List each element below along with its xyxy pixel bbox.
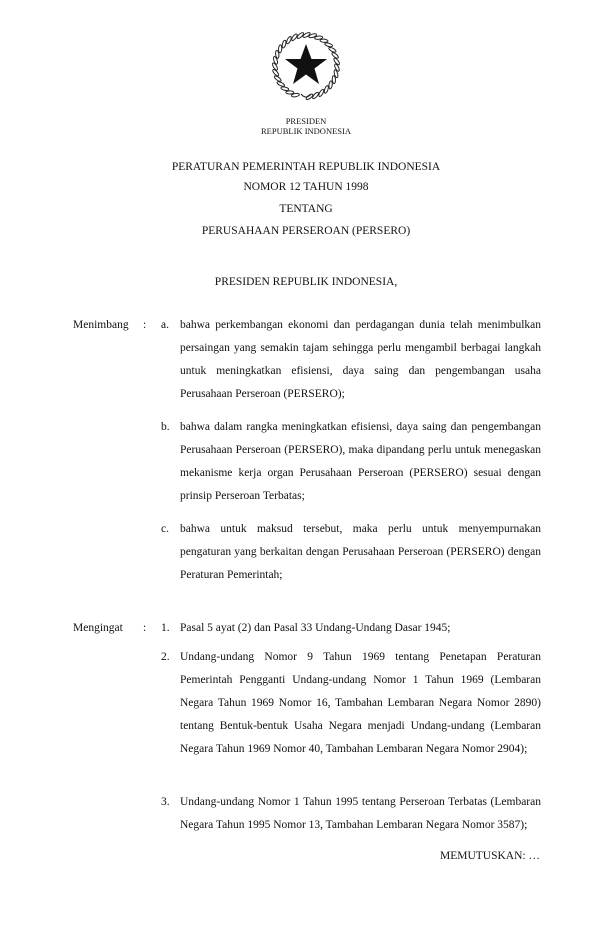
title-line-3: TENTANG — [279, 203, 333, 215]
emblem-caption-republik: REPUBLIK INDONESIA — [261, 126, 351, 136]
item-marker: 2. — [161, 651, 170, 663]
item-marker: c. — [161, 523, 169, 535]
mengingat-colon: : — [143, 622, 147, 634]
wreath-leaf — [286, 91, 294, 94]
item-marker: a. — [161, 319, 169, 331]
mengingat-label: Mengingat — [73, 622, 123, 634]
emblem-icon — [268, 28, 344, 104]
item-text: bahwa perkembangan ekonomi dan perdagangan dunia telah menimbulkan persaingan yang semakin tajam sehingga perlu mengambil berbagai langkah untuk meningkatkan efisiensi, daya saing dan pengembangan usaha Perusahaan Perseroan (PERSERO); — [180, 319, 541, 400]
menimbang-item — [161, 518, 541, 587]
item-text: bahwa dalam rangka meningkatkan efisiensi, daya saing dan pengembangan Perusahaan Perseroan (PERSERO), maka dipandang perlu untuk menegaskan mekanisme kerja organ Perusahaan Perseroan (PERSERO) sesuai dengan prinsip Perseroan Terbatas; — [180, 421, 541, 502]
title-line-4: PERUSAHAAN PERSEROAN (PERSERO) — [201, 225, 411, 237]
item-marker: 3. — [161, 796, 170, 808]
wreath-leaf — [281, 40, 286, 49]
opening-statement: PRESIDEN REPUBLIK INDONESIA, — [214, 276, 398, 288]
mengingat-item — [161, 646, 541, 761]
menimbang-colon: : — [143, 319, 147, 331]
item-text: bahwa untuk maksud tersebut, maka perlu untuk menyempurnakan pengaturan yang berkaitan dengan Perusahaan Perseroan (PERSERO) dengan Peraturan Pemerintah; — [180, 523, 541, 581]
continuation-memutuskan: MEMUTUSKAN: … — [440, 850, 540, 862]
wreath-leaf — [324, 85, 330, 94]
menimbang-label: Menimbang — [73, 319, 129, 331]
wreath-leaf — [278, 45, 282, 53]
title-line-2: NOMOR 12 TAHUN 1998 — [243, 181, 369, 193]
item-marker: b. — [161, 421, 170, 433]
menimbang-item — [161, 314, 541, 406]
wreath-leaf — [276, 81, 285, 87]
item-text: Pasal 5 ayat (2) dan Pasal 33 Undang-Undang Dasar 1945; — [180, 622, 451, 634]
mengingat-item — [161, 617, 541, 640]
wreath-leaf — [320, 39, 328, 43]
menimbang-item — [161, 416, 541, 508]
wreath-leaf — [328, 81, 332, 89]
title-line-1: PERATURAN PEMERINTAH REPUBLIK INDONESIA — [171, 161, 441, 173]
emblem-caption-presiden: PRESIDEN — [285, 116, 327, 126]
item-text: Undang-undang Nomor 1 Tahun 1995 tentang Perseroan Terbatas (Lembaran Negara Tahun 1995 Nomor 13, Tambahan Lembaran Negara Nomor 3587); — [180, 796, 541, 831]
item-marker: 1. — [161, 622, 170, 634]
wreath-leaf — [281, 86, 290, 91]
mengingat-item — [161, 791, 541, 837]
item-text: Undang-undang Nomor 9 Tahun 1969 tentang Penetapan Peraturan Pemerintah Pengganti Undang-undang Nomor 1 Tahun 1969 (Lembaran Negara Tahun 1969 Nomor 16, Tambahan Lembaran Negara Nomor 2890) tentang Bentuk-bentuk Usaha Negara menjadi Undang-undang (Lembaran Negara Tahun 1969 Nomor 40, Tambahan Lembaran Negara Nomor 2904); — [180, 651, 541, 755]
wreath-leaf — [324, 42, 333, 47]
